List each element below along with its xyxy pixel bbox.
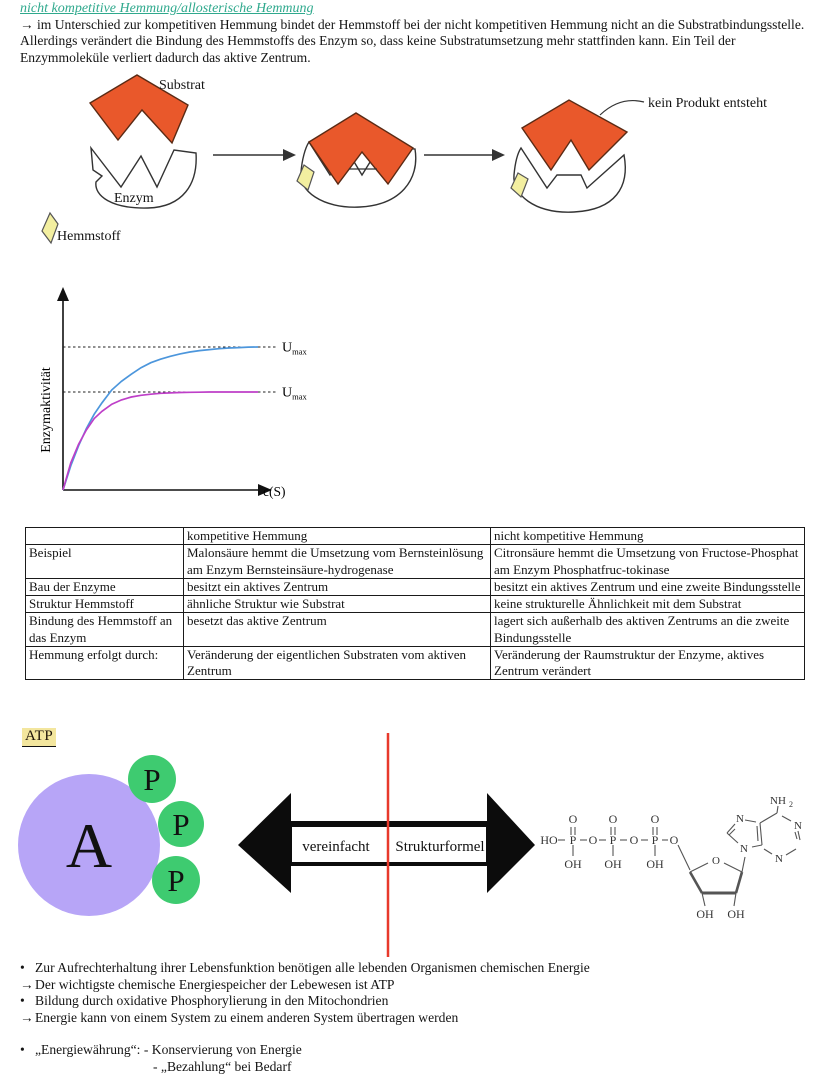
- reaction-arrow: [213, 149, 296, 161]
- svg-text:O: O: [669, 833, 679, 847]
- enzyme-label: Enzym: [114, 191, 154, 206]
- callout-line: [600, 101, 644, 115]
- svg-text:P: P: [609, 833, 617, 847]
- svg-text:O: O: [650, 812, 660, 826]
- inhibition-mechanism-diagram: [0, 72, 828, 258]
- table-cell: Bau der Enzyme: [26, 578, 184, 595]
- arrow-left-label: vereinfacht: [302, 839, 370, 855]
- notes-section: [20, 960, 590, 1076]
- table-cell: Beispiel: [26, 545, 184, 579]
- bullet-icon: •: [20, 1042, 25, 1058]
- table-cell: Veränderung der eigentlichen Substraten vom aktiven Zentrum: [184, 646, 491, 680]
- no-product-label: kein Produkt entsteht: [648, 96, 767, 111]
- phosphate-letter: P: [172, 807, 190, 842]
- svg-text:O: O: [588, 833, 598, 847]
- svg-text:2: 2: [789, 800, 793, 809]
- svg-text:O: O: [608, 812, 618, 826]
- table-cell: Veränderung der Raumstruktur der Enzyme, aktives Zentrum verändert: [491, 646, 805, 680]
- intro-paragraph: → im Unterschied zur kompetitiven Hemmung bindet der Hemmstoff bei der nicht kompetitiven Hemmung nicht an die Substratbindungsstelle. Allerdings verändert die Bindung des Hemmstoffs des Enzym so, dass keine Substratumsetzung mehr stattfinden kann. Ein Teil der Enzymmoleküle verliert dadurch das aktive Zentrum.: [20, 17, 805, 65]
- svg-text:OH: OH: [646, 857, 664, 871]
- table-cell: besitzt ein aktives Zentrum: [184, 578, 491, 595]
- note-text: Energie kann von einem System zu einem anderen System übertragen werden: [35, 1009, 459, 1025]
- table-header-cell: nicht kompetitive Hemmung: [491, 528, 805, 545]
- table-cell: keine strukturelle Ähnlichkeit mit dem Substrat: [491, 596, 805, 613]
- phosphate-letter: P: [167, 863, 185, 898]
- atp-diagram: [0, 715, 828, 965]
- svg-text:N: N: [775, 853, 783, 865]
- inhibitor-legend-shape: [42, 213, 58, 243]
- note-text: „Energiewährung“:: [35, 1042, 141, 1058]
- note-line: [20, 993, 590, 1010]
- reaction-arrow: [424, 149, 505, 161]
- svg-text:HO: HO: [540, 833, 558, 847]
- table-cell: lagert sich außerhalb des aktiven Zentrums an die zweite Bindungsstelle: [491, 613, 805, 647]
- bullet-icon: •: [20, 993, 25, 1009]
- arrow-icon: →: [20, 976, 34, 992]
- svg-text:O: O: [629, 833, 639, 847]
- umax-label-1: $U_{max}$: [282, 385, 307, 402]
- table-header-cell: kompetitive Hemmung: [184, 528, 491, 545]
- svg-text:P: P: [569, 833, 577, 847]
- enzyme-activity-chart: [20, 283, 320, 508]
- adenosine-letter: A: [65, 810, 113, 881]
- note-line-currency: [20, 1042, 590, 1059]
- svg-text:O: O: [568, 812, 578, 826]
- svg-text:NH: NH: [770, 795, 786, 807]
- atp-structural-formula: [540, 795, 802, 921]
- table-row: [26, 646, 805, 680]
- note-text: Bildung durch oxidative Phosphorylierung in den Mitochondrien: [35, 993, 389, 1009]
- table-cell: Struktur Hemmstoff: [26, 596, 184, 613]
- table-row: [26, 613, 805, 647]
- atp-heading: ATP: [22, 728, 56, 747]
- table-header-cell: [26, 528, 184, 545]
- note-text: - Konservierung von Energie: [143, 1042, 302, 1058]
- note-line: [20, 960, 590, 977]
- curve-1: [63, 392, 258, 490]
- table-cell: Malonsäure hemmt die Umsetzung vom Bernsteinlösung am Enzym Bernsteinsäure-hydrogenase: [184, 545, 491, 579]
- substrate-label: Substrat: [159, 78, 205, 93]
- x-axis-label: c(S): [263, 484, 286, 499]
- note-text: Zur Aufrechterhaltung ihrer Lebensfunktion benötigen alle lebenden Organismen chemischen Energie: [35, 960, 590, 975]
- svg-text:OH: OH: [727, 907, 745, 921]
- bullet-icon: •: [20, 960, 25, 975]
- inhibitor-label: Hemmstoff: [57, 229, 121, 244]
- table-header-row: [26, 528, 805, 545]
- svg-text:OH: OH: [604, 857, 622, 871]
- y-axis-arrow-icon: [57, 287, 69, 301]
- svg-text:OH: OH: [696, 907, 714, 921]
- table-row: [26, 578, 805, 595]
- svg-text:OH: OH: [564, 857, 582, 871]
- y-axis-label: Enzymaktivität: [39, 367, 54, 453]
- table-cell: ähnliche Struktur wie Substrat: [184, 596, 491, 613]
- enzyme-deformed-shape: [514, 148, 625, 212]
- table-cell: Citronsäure hemmt die Umsetzung von Fructose-Phosphat am Enzym Phosphatfruc-tokinase: [491, 545, 805, 579]
- note-text: - „Bezahlung“ bei Bedarf: [153, 1058, 292, 1074]
- table-row: [26, 596, 805, 613]
- svg-text:N: N: [794, 820, 802, 832]
- svg-text:O: O: [712, 855, 720, 867]
- arrow-right-label: Strukturformel: [395, 839, 485, 855]
- table-cell: Hemmung erfolgt durch:: [26, 646, 184, 680]
- comparison-table: [25, 527, 805, 680]
- note-text: Der wichtigste chemische Energiespeicher der Lebewesen ist ATP: [35, 976, 395, 992]
- svg-text:N: N: [740, 843, 748, 855]
- page-title: nicht kompetitive Hemmung/allosterische Hemmung: [20, 1, 314, 16]
- umax-label-0: $U_{max}$: [282, 340, 307, 357]
- note-line: [20, 977, 590, 994]
- table-cell: besitzt ein aktives Zentrum und eine zweite Bindungsstelle: [491, 578, 805, 595]
- table-cell: Bindung des Hemmstoff an das Enzym: [26, 613, 184, 647]
- arrow-icon: →: [20, 1009, 34, 1025]
- note-line: [20, 1010, 590, 1027]
- svg-text:P: P: [651, 833, 659, 847]
- table-row: [26, 545, 805, 579]
- curve-0: [63, 347, 258, 490]
- table-cell: besetzt das aktive Zentrum: [184, 613, 491, 647]
- substrate-shape: [522, 100, 627, 170]
- svg-text:N: N: [736, 813, 744, 825]
- phosphate-letter: P: [143, 762, 161, 797]
- comparison-table-body: [26, 528, 805, 680]
- note-line-currency: [153, 1059, 590, 1076]
